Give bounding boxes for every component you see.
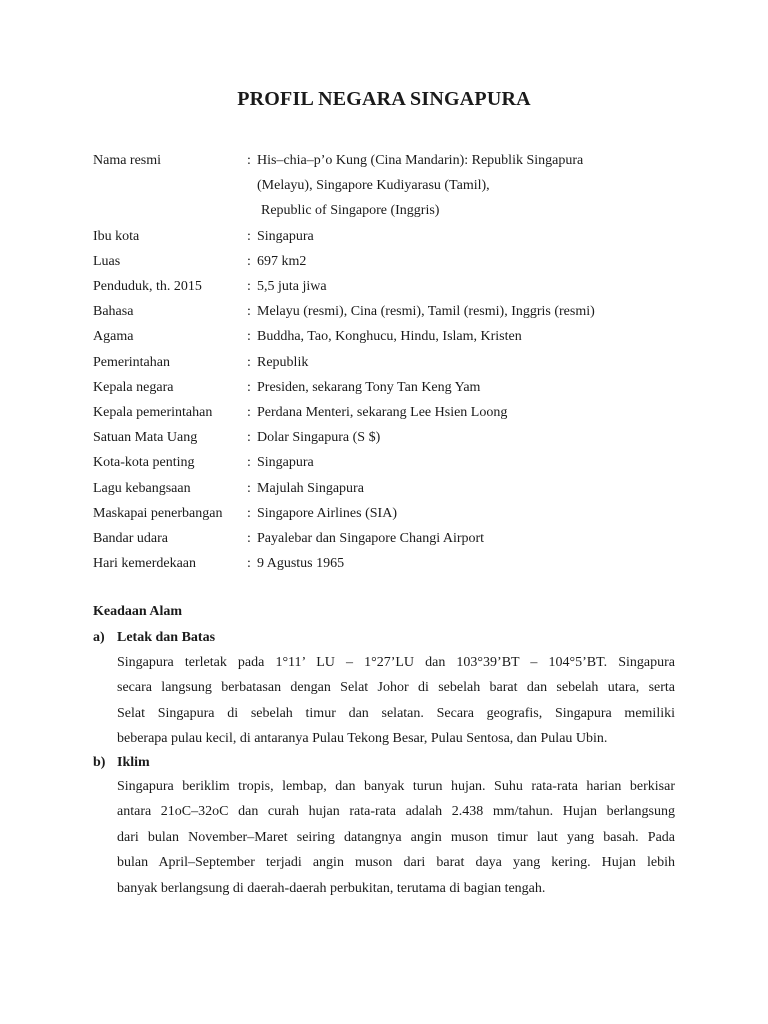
profile-row bbox=[93, 425, 693, 450]
profile-label: Hari kemerdekaan bbox=[93, 556, 196, 572]
profile-value-line: Singapura bbox=[257, 228, 314, 244]
profile-value bbox=[257, 375, 693, 400]
paragraph-letak-dan-batas bbox=[117, 650, 675, 752]
profile-value-line: Melayu (resmi), Cina (resmi), Tamil (resmi), Inggris (resmi) bbox=[257, 304, 595, 320]
colon-separator: : bbox=[247, 505, 251, 521]
profile-value-line: Republic of Singapore (Inggris) bbox=[261, 203, 440, 219]
paragraph-line: Singapura beriklim tropis, lembap, dan banyak turun hujan. Suhu rata-rata harian berkisar bbox=[117, 779, 675, 794]
colon-separator: : bbox=[247, 556, 251, 572]
profile-row bbox=[93, 350, 693, 375]
profile-value-line: 697 km2 bbox=[257, 253, 307, 269]
profile-row bbox=[93, 476, 693, 501]
profile-row bbox=[93, 324, 693, 349]
section-heading-keadaan-alam: Keadaan Alam bbox=[93, 604, 183, 619]
profile-label: Pemerintahan bbox=[93, 354, 170, 370]
paragraph-line: antara 21oC–32oC dan curah hujan rata-rata adalah 2.438 mm/tahun. Hujan berlangsung bbox=[117, 804, 675, 820]
profile-value bbox=[257, 324, 693, 349]
paragraph-line: banyak berlangsung di daerah-daerah perbukitan, terutama di bagian tengah. bbox=[117, 880, 546, 896]
profile-value-line: 5,5 juta jiwa bbox=[257, 279, 327, 295]
profile-row bbox=[93, 299, 693, 324]
paragraph-line: beberapa pulau kecil, di antaranya Pulau Tekong Besar, Pulau Sentosa, dan Pulau Ubin. bbox=[117, 731, 608, 747]
profile-value-line: (Melayu), Singapore Kudiyarasu (Tamil), bbox=[257, 178, 490, 194]
colon-separator: : bbox=[247, 279, 251, 295]
profile-label: Bandar udara bbox=[93, 531, 169, 547]
profile-value bbox=[257, 224, 693, 249]
profile-row bbox=[93, 501, 693, 526]
profile-value-line: 9 Agustus 1965 bbox=[257, 556, 345, 572]
profile-value-line: Singapura bbox=[257, 455, 314, 471]
profile-row bbox=[93, 526, 693, 551]
paragraph-line: Selat Singapura di sebelah timur dan selatan. Secara geografis, Singapura memiliki bbox=[117, 705, 675, 721]
profile-value-line: Republik bbox=[257, 354, 309, 370]
profile-row bbox=[93, 249, 693, 274]
colon-separator: : bbox=[247, 379, 251, 395]
profile-value bbox=[257, 526, 693, 551]
colon-separator: : bbox=[247, 329, 251, 345]
paragraph-line: bulan April–September terjadi angin muson dari barat daya yang kering. Hujan lebih bbox=[117, 855, 675, 871]
list-marker: a) bbox=[93, 630, 105, 645]
paragraph-line: secara langsung berbatasan dengan Selat Johor di sebelah barat dan sebelah utara, serta bbox=[117, 680, 675, 696]
colon-separator: : bbox=[247, 430, 251, 446]
profile-label: Bahasa bbox=[93, 304, 134, 320]
profile-value bbox=[257, 425, 693, 450]
subheading-letak-dan-batas bbox=[93, 626, 675, 650]
profile-label: Ibu kota bbox=[93, 228, 140, 244]
profile-row bbox=[93, 551, 693, 576]
profile-label: Luas bbox=[93, 253, 121, 269]
profile-value-line: Dolar Singapura (S $) bbox=[257, 430, 381, 446]
colon-separator: : bbox=[247, 253, 251, 269]
colon-separator: : bbox=[247, 405, 251, 421]
profile-value bbox=[257, 450, 693, 475]
profile-value-line: Perdana Menteri, sekarang Lee Hsien Loong bbox=[257, 405, 508, 421]
paragraph-iklim bbox=[117, 774, 675, 901]
profile-row bbox=[93, 400, 693, 425]
colon-separator: : bbox=[247, 480, 251, 496]
profile-row bbox=[93, 274, 693, 299]
colon-separator: : bbox=[247, 531, 251, 547]
profile-value bbox=[257, 551, 693, 576]
list-marker: b) bbox=[93, 755, 106, 770]
profile-value bbox=[257, 274, 693, 299]
subheading-label: Iklim bbox=[117, 755, 150, 770]
profile-value bbox=[257, 350, 693, 375]
colon-separator: : bbox=[247, 455, 251, 471]
profile-row bbox=[93, 375, 693, 400]
profile-value-line: Payalebar dan Singapore Changi Airport bbox=[257, 531, 485, 547]
page-title: PROFIL NEGARA SINGAPURA bbox=[237, 88, 531, 110]
profile-row bbox=[93, 450, 693, 475]
paragraph-line: dari bulan November–Maret seiring datangnya angin muson timur laut yang basah. Pada bbox=[117, 829, 675, 845]
profile-row bbox=[93, 224, 693, 249]
profile-value bbox=[257, 476, 693, 501]
profile-label: Penduduk, th. 2015 bbox=[93, 279, 202, 295]
profile-value-line: Buddha, Tao, Konghucu, Hindu, Islam, Kristen bbox=[257, 329, 522, 345]
colon-separator: : bbox=[247, 228, 251, 244]
colon-separator: : bbox=[247, 354, 251, 370]
profile-value-line: Majulah Singapura bbox=[257, 480, 364, 496]
profile-label: Kepala pemerintahan bbox=[93, 405, 213, 421]
profile-value-line: His–chia–p’o Kung (Cina Mandarin): Republik Singapura bbox=[257, 153, 584, 168]
profile-label: Agama bbox=[93, 329, 134, 345]
profile-label: Kota-kota penting bbox=[93, 455, 195, 471]
colon-separator: : bbox=[247, 304, 251, 320]
profile-value bbox=[257, 249, 693, 274]
profile-value bbox=[257, 400, 693, 425]
colon-separator: : bbox=[247, 153, 251, 168]
profile-label: Nama resmi bbox=[93, 153, 162, 168]
profile-label: Satuan Mata Uang bbox=[93, 430, 198, 446]
profile-value bbox=[257, 148, 693, 224]
paragraph-line: Singapura terletak pada 1°11’ LU – 1°27’LU dan 103°39’BT – 104°5’BT. Singapura bbox=[117, 655, 675, 670]
profile-row bbox=[93, 148, 693, 224]
subheading-iklim bbox=[93, 751, 675, 775]
profile-value bbox=[257, 299, 693, 324]
profile-value bbox=[257, 501, 693, 526]
profile-label: Lagu kebangsaan bbox=[93, 480, 191, 496]
profile-label: Kepala negara bbox=[93, 379, 174, 395]
subheading-label: Letak dan Batas bbox=[117, 630, 216, 645]
profile-value-line: Singapore Airlines (SIA) bbox=[257, 505, 397, 521]
profile-label: Maskapai penerbangan bbox=[93, 505, 223, 521]
profile-table bbox=[93, 148, 693, 576]
profile-value-line: Presiden, sekarang Tony Tan Keng Yam bbox=[257, 379, 481, 395]
